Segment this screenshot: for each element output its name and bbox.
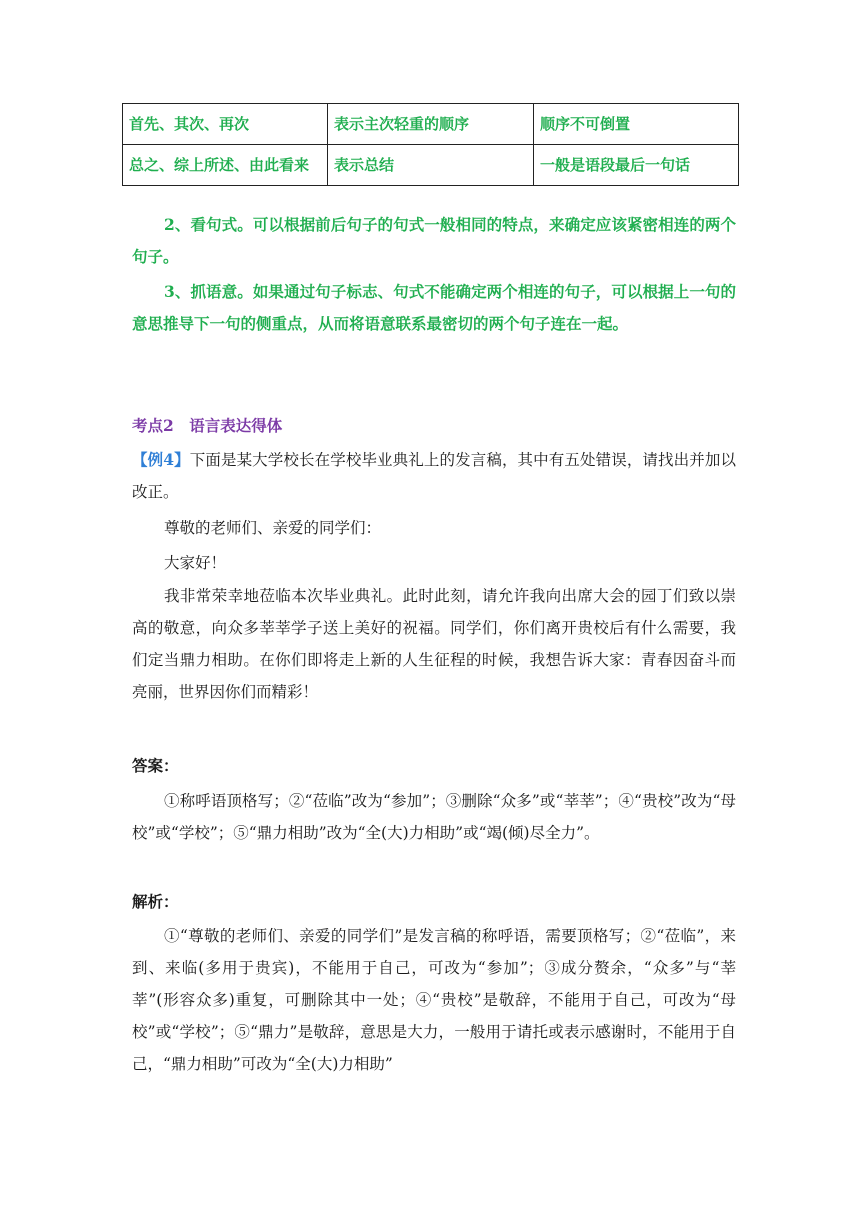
tip-meaning: 3、抓语意。如果通过句子标志、句式不能确定两个相连的句子，可以根据上一句的意思推导下一句的侧重点，从而将语意联系最密切的两个句子连在一起。	[132, 282, 736, 333]
tip-sentence-pattern: 2、看句式。可以根据前后句子的句式一般相同的特点，来确定应该紧密相连的两个句子。	[132, 215, 736, 266]
example-prompt	[132, 444, 736, 508]
connective-table	[122, 103, 739, 186]
speech-body: 我非常荣幸地莅临本次毕业典礼。此时此刻，请允许我向出席大会的园丁们致以崇高的敬意，向众多莘莘学子送上美好的祝福。同学们，你们离开贵校后有什么需要，我们定当鼎力相助。在你们即将走上新的人生征程的时候，我想告诉大家：青春因奋斗而亮丽，世界因你们而精彩！	[132, 587, 736, 701]
table-cell: 表示总结	[328, 145, 534, 186]
table-row	[123, 104, 739, 145]
table-cell: 顺序不可倒置	[534, 104, 739, 145]
section-heading: 考点2 语言表达得体	[132, 416, 283, 435]
table-cell: 一般是语段最后一句话	[534, 145, 739, 186]
example-tag: 【例4】	[132, 450, 190, 469]
table-row	[123, 145, 739, 186]
table-cell: 表示主次轻重的顺序	[328, 104, 534, 145]
table-cell: 总之、综上所述、由此看来	[123, 145, 328, 186]
answer-label: 答案：	[132, 756, 179, 775]
table-cell: 首先、其次、再次	[123, 104, 328, 145]
speech-salutation: 尊敬的老师们、亲爱的同学们：	[164, 519, 382, 537]
analysis-label: 解析：	[132, 892, 179, 911]
example-prompt-text: 下面是某大学校长在学校毕业典礼上的发言稿，其中有五处错误，请找出并加以改正。	[132, 451, 736, 501]
analysis-text: ①“尊敬的老师们、亲爱的同学们”是发言稿的称呼语，需要顶格写；②“莅临”，来到、来临(多用于贵宾)，不能用于自己，可改为“参加”；③成分赘余，“众多”与“莘莘”(形容众多)重复，可删除其中一处；④“贵校”是敬辞，不能用于自己，可改为“母校”或“学校”；⑤“鼎力”是敬辞，意思是大力，一般用于请托或表示感谢时，不能用于自己，“鼎力相助”可改为“全(大)力相助”	[132, 927, 736, 1073]
speech-greeting: 大家好！	[164, 554, 227, 572]
answer-text: ①称呼语顶格写；②“莅临”改为“参加”；③删除“众多”或“莘莘”；④“贵校”改为“母校”或“学校”；⑤“鼎力相助”改为“全(大)力相助”或“竭(倾)尽全力”。	[132, 792, 736, 842]
